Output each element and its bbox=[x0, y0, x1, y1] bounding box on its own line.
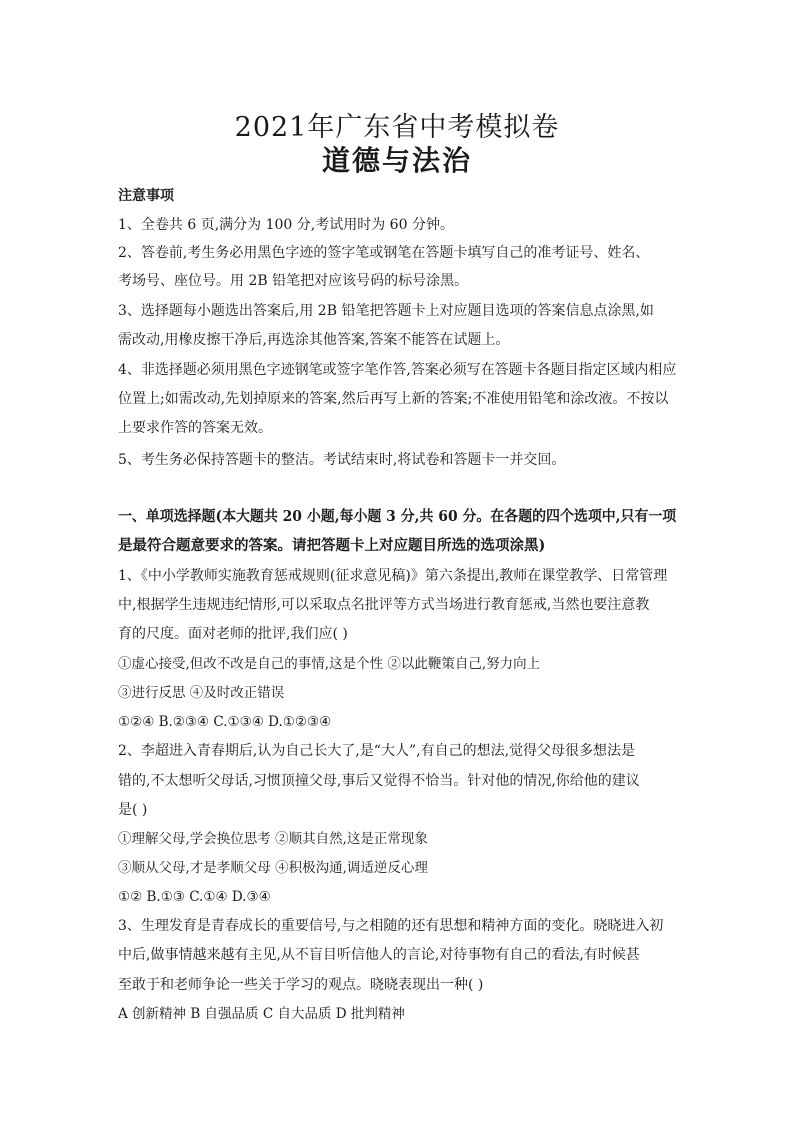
question-2-statement: ①理解父母,学会换位思考 ②顺其自然,这是正常现象 bbox=[118, 831, 428, 847]
question-2-text: 错的,不太想听父母话,习惯顶撞父母,事后又觉得不恰当。针对他的情况,你给他的建议 bbox=[118, 773, 640, 789]
question-3-text: 中后,做事情越来越有主见,从不盲目听信他人的言论,对待事物有自己的看法,有时候甚 bbox=[118, 947, 640, 963]
question-1-text: 育的尺度。面对老师的批评,我们应( ) bbox=[118, 626, 348, 642]
question-1-text: 中,根据学生违规违纪情形,可以采取点名批评等方式当场进行教育惩戒,当然也要注意教 bbox=[118, 597, 650, 613]
section-heading: 是最符合题意要求的答案。请把答题卡上对应题目所选的选项涂黑) bbox=[118, 537, 546, 554]
question-2-text: 2、李超进入青春期后,认为自己长大了,是“大人”,有自己的想法,觉得父母很多想法是 bbox=[118, 743, 636, 759]
notice-line: 2、答卷前,考生务必用黑色字迹的签字笔或钢笔在答题卡填写自己的准考证号、姓名、 bbox=[118, 245, 650, 261]
notice-line: 4、非选择题必须用黑色字迹钢笔或签字笔作答,答案必须写在答题卡各题目指定区域内相应 bbox=[118, 362, 677, 378]
question-2-text: 是( ) bbox=[118, 802, 148, 818]
notice-heading: 注意事项 bbox=[118, 188, 174, 204]
question-1-statement: ①虚心接受,但改不改是自己的事情,这是个性 ②以此鞭策自己,努力向上 bbox=[118, 656, 541, 672]
question-2-choices: ①② B.①③ C.①④ D.③④ bbox=[118, 889, 271, 905]
notice-line: 1、全卷共 6 页,满分为 100 分,考试用时为 60 分钟。 bbox=[118, 217, 454, 233]
notice-line: 考场号、座位号。用 2B 铅笔把对应该号码的标号涂黑。 bbox=[118, 273, 469, 289]
notice-line: 5、考生务必保持答题卡的整洁。考试结束时,将试卷和答题卡一并交回。 bbox=[118, 452, 566, 468]
question-1-statement: ③进行反思 ④及时改正错误 bbox=[118, 685, 285, 701]
notice-line: 位置上;如需改动,先划掉原来的答案,然后再写上新的答案;不准使用铅笔和涂改液。不按以 bbox=[118, 391, 669, 407]
question-1-choices: ①②④ B.②③④ C.①③④ D.①②③④ bbox=[118, 714, 332, 730]
question-2-statement: ③顺从父母,才是孝顺父母 ④积极沟通,调适逆反心理 bbox=[118, 860, 428, 876]
exam-subject: 道德与法治 bbox=[321, 144, 472, 177]
section-heading: 一、单项选择题(本大题共 20 小题,每小题 3 分,共 60 分。在各题的四个选项中,只有一项 bbox=[118, 508, 677, 525]
question-3-text: 至敢于和老师争论一些关于学习的观点。晓晓表现出一种( ) bbox=[118, 977, 484, 993]
exam-title: 2021年广东省中考模拟卷 bbox=[234, 112, 560, 143]
notice-line: 需改动,用橡皮擦干净后,再选涂其他答案,答案不能答在试题上。 bbox=[118, 332, 510, 348]
question-1-text: 1、《中小学教师实施教育惩戒规则(征求意见稿)》第六条提出,教师在课堂教学、日常管理 bbox=[118, 568, 668, 584]
question-3-choices: A 创新精神 B 自强品质 C 自大品质 D 批判精神 bbox=[118, 1006, 405, 1022]
notice-line: 3、选择题每小题选出答案后,用 2B 铅笔把答题卡上对应题目选项的答案信息点涂黑,如 bbox=[118, 303, 654, 319]
notice-line: 上要求作答的答案无效。 bbox=[118, 420, 272, 436]
question-3-text: 3、生理发育是青春成长的重要信号,与之相随的还有思想和精神方面的变化。晓晓进入初 bbox=[118, 918, 664, 934]
